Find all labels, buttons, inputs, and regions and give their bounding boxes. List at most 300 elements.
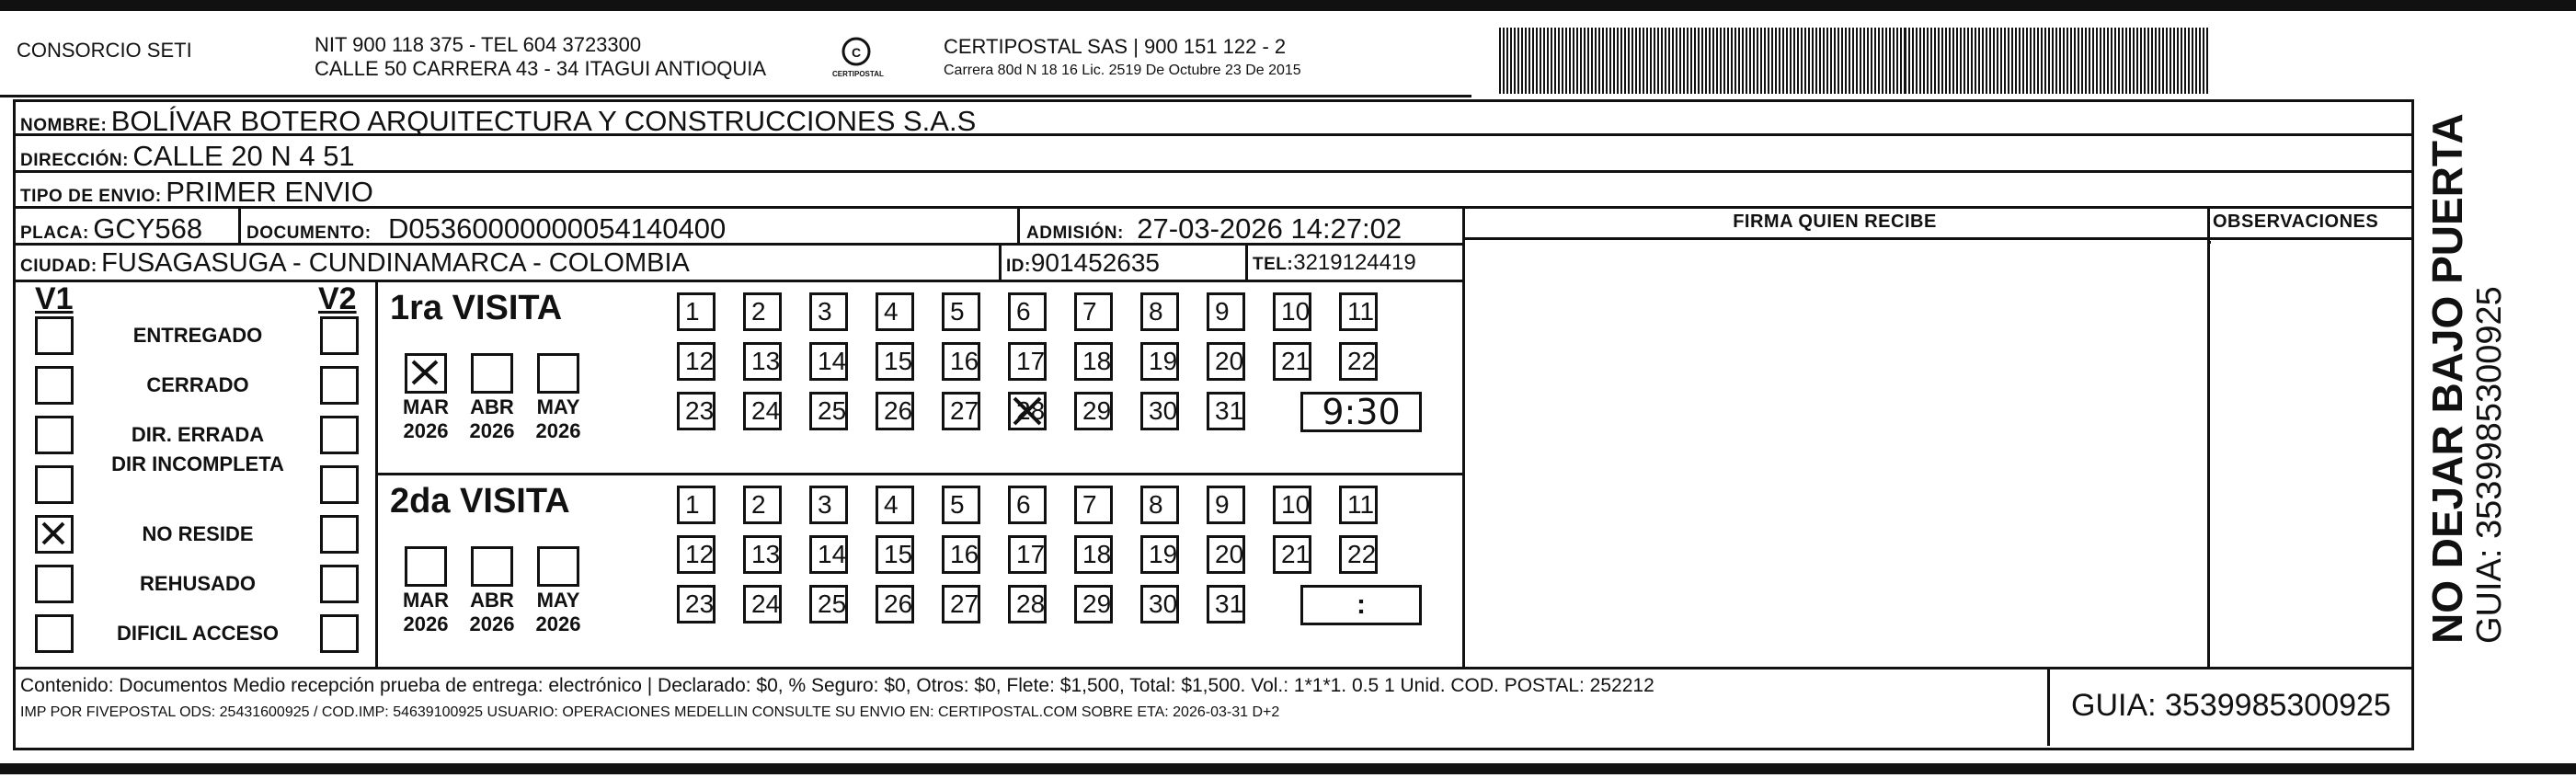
barcode-bar [2089, 28, 2090, 94]
status-v1-checkbox[interactable] [35, 366, 74, 405]
barcode-bar [1503, 28, 1505, 94]
tipo-value: PRIMER ENVIO [166, 176, 373, 208]
v1-label: V1 [35, 281, 74, 316]
day-box[interactable]: 13 [743, 342, 782, 381]
barcode-bar [1639, 28, 1641, 94]
footer-line2: IMP POR FIVEPOSTAL ODS: 25431600925 / COD.IMP: 54639100925 USUARIO: OPERACIONES MEDELLIN CONSULTE SU ENVIO EN: CERTIPOSTAL.COM SOBRE ETA: 2026-03-31 D+2 [20, 704, 1280, 720]
status-v1-checkbox[interactable] [35, 316, 74, 355]
barcode-bar [1896, 28, 1898, 94]
barcode-bar [1551, 28, 1552, 94]
day-box[interactable]: 17 [1008, 342, 1047, 381]
barcode-bar [2181, 28, 2182, 94]
status-v2-checkbox[interactable] [320, 565, 359, 603]
barcode-bar [2000, 28, 2002, 94]
barcode-bar [2114, 28, 2116, 94]
month-name: MAY [536, 395, 580, 418]
month-label [464, 589, 520, 636]
placa-value: GCY568 [93, 212, 203, 245]
barcode-bar [1709, 28, 1711, 94]
barcode-bar [2170, 28, 2171, 94]
day-box[interactable]: 9 [1207, 292, 1245, 331]
barcode-bar [1521, 28, 1523, 94]
status-v1-checkbox[interactable] [35, 614, 74, 653]
logo-text: CERTIPOSTAL [832, 70, 884, 78]
barcode-bar [1635, 28, 1637, 94]
barcode-bar [1716, 28, 1718, 94]
carrier-line1: CERTIPOSTAL SAS | 900 151 122 - 2 [944, 35, 1287, 58]
month-checkbox[interactable] [405, 353, 447, 394]
row-line [1462, 206, 2411, 209]
barcode-bar [2122, 28, 2124, 94]
barcode-bar [1819, 28, 1821, 94]
barcode-bar [1624, 28, 1626, 94]
day-box[interactable]: 1 [677, 486, 716, 524]
barcode-bar [1510, 28, 1512, 94]
day-box[interactable]: 5 [942, 486, 980, 524]
bottom-border-bar [0, 763, 2576, 774]
barcode-bar [1746, 28, 1747, 94]
barcode-bar [2074, 28, 2076, 94]
month-name: MAR [402, 395, 450, 418]
barcode-bar [1797, 28, 1799, 94]
barcode-bar [1956, 28, 1958, 94]
day-box[interactable]: 21 [1273, 342, 1311, 381]
barcode-bar [2184, 28, 2186, 94]
barcode-bar [2081, 28, 2083, 94]
day-box[interactable]: 2 [743, 292, 782, 331]
barcode-bar [1790, 28, 1792, 94]
day-box[interactable]: 26 [876, 392, 914, 430]
barcode-bar [1514, 28, 1516, 94]
day-box[interactable]: 29 [1074, 392, 1113, 430]
day-box[interactable]: 3 [809, 486, 848, 524]
day-box[interactable]: 27 [942, 392, 980, 430]
month-name: MAY [536, 589, 580, 612]
barcode-bar [1584, 28, 1586, 94]
day-box[interactable]: 28 [1008, 392, 1047, 430]
barcode-bar [1882, 28, 1883, 94]
barcode-bar [2085, 28, 2087, 94]
barcode-bar [1753, 28, 1755, 94]
day-box[interactable]: 19 [1140, 342, 1179, 381]
barcode-bar [1841, 28, 1843, 94]
barcode-bar [2166, 28, 2168, 94]
barcode-bar [1701, 28, 1703, 94]
day-box[interactable]: 29 [1074, 585, 1113, 624]
barcode-bar [2070, 28, 2072, 94]
day-box[interactable]: 16 [942, 535, 980, 574]
barcode-bar [1676, 28, 1677, 94]
barcode-bar [2144, 28, 2146, 94]
status-label: DIR. ERRADA [131, 423, 265, 446]
barcode-bar [2140, 28, 2142, 94]
documento-label: DOCUMENTO: [246, 223, 372, 243]
barcode-bar [1838, 28, 1839, 94]
barcode-bar [1712, 28, 1714, 94]
barcode-bar [1536, 28, 1538, 94]
day-box[interactable]: 12 [677, 342, 716, 381]
day-box[interactable]: 24 [743, 392, 782, 430]
barcode-bar [1871, 28, 1872, 94]
status-v2-checkbox[interactable] [320, 416, 359, 454]
firma-col-line [1462, 206, 1465, 668]
barcode-bar [1904, 28, 1906, 94]
barcode-bar [1565, 28, 1567, 94]
barcode-bar [1801, 28, 1803, 94]
barcode-bar [1587, 28, 1589, 94]
month-checkbox[interactable] [537, 353, 579, 394]
barcode-bar [1757, 28, 1758, 94]
barcode-bar [1823, 28, 1825, 94]
tel-label: TEL: [1253, 255, 1294, 274]
barcode [1499, 28, 2209, 94]
barcode-bar [1598, 28, 1600, 94]
barcode-bar [1967, 28, 1969, 94]
barcode-bar [1830, 28, 1832, 94]
day-box[interactable]: 20 [1207, 342, 1245, 381]
barcode-bar [1893, 28, 1895, 94]
barcode-bar [1628, 28, 1630, 94]
barcode-bar [1960, 28, 1962, 94]
day-box[interactable]: 14 [809, 342, 848, 381]
barcode-bar [1845, 28, 1847, 94]
day-box[interactable]: 7 [1074, 486, 1113, 524]
day-box[interactable]: 31 [1207, 585, 1245, 624]
barcode-bar [1919, 28, 1921, 94]
barcode-bar [1889, 28, 1891, 94]
barcode-bar [2136, 28, 2138, 94]
barcode-bar [1573, 28, 1574, 94]
barcode-bar [1975, 28, 1976, 94]
barcode-bar [1945, 28, 1947, 94]
day-box[interactable]: 24 [743, 585, 782, 624]
month-label [464, 395, 520, 443]
barcode-bar [1525, 28, 1527, 94]
barcode-bar [1997, 28, 1998, 94]
barcode-bar [2192, 28, 2193, 94]
obs-mark [2209, 241, 2211, 244]
barcode-bar [2048, 28, 2050, 94]
barcode-bar [1815, 28, 1817, 94]
barcode-bar [1694, 28, 1696, 94]
status-v2-checkbox[interactable] [320, 515, 359, 554]
carrier-line2: Carrera 80d N 18 16 Lic. 2519 De Octubre 23 De 2015 [944, 63, 1301, 78]
visit-title: 2da VISITA [390, 482, 570, 521]
day-box[interactable]: 28 [1008, 585, 1047, 624]
barcode-bar [2206, 28, 2208, 94]
day-box[interactable]: 9 [1207, 486, 1245, 524]
barcode-bar [1665, 28, 1666, 94]
status-v1-checkbox[interactable] [35, 565, 74, 603]
day-box[interactable]: 4 [876, 292, 914, 331]
barcode-bar [1885, 28, 1887, 94]
barcode-bar [1654, 28, 1655, 94]
day-box[interactable]: 19 [1140, 535, 1179, 574]
barcode-bar [1609, 28, 1611, 94]
barcode-bar [2162, 28, 2164, 94]
day-box[interactable]: 16 [942, 342, 980, 381]
barcode-bar [1723, 28, 1725, 94]
barcode-bar [1631, 28, 1633, 94]
barcode-bar [1808, 28, 1810, 94]
barcode-bar [1764, 28, 1766, 94]
barcode-bar [1852, 28, 1854, 94]
month-checkbox[interactable] [471, 546, 513, 587]
barcode-bar [2199, 28, 2201, 94]
status-label: CERRADO [146, 373, 249, 396]
day-box[interactable]: 25 [809, 392, 848, 430]
month-name: MAR [402, 589, 450, 612]
status-v1-checkbox[interactable] [35, 416, 74, 454]
barcode-bar [1782, 28, 1784, 94]
footer-guia-line [2047, 667, 2050, 746]
id-label: ID: [1006, 257, 1031, 276]
day-box[interactable]: 10 [1273, 486, 1311, 524]
row-line [13, 667, 2411, 669]
day-box[interactable]: 5 [942, 292, 980, 331]
barcode-bar [1528, 28, 1530, 94]
month-year: 2026 [535, 612, 581, 635]
row-line [1462, 237, 2411, 240]
month-year: 2026 [469, 419, 515, 442]
barcode-bar [1952, 28, 1954, 94]
barcode-bar [2096, 28, 2098, 94]
barcode-bar [2100, 28, 2101, 94]
visit-time-box[interactable]: : [1300, 585, 1422, 625]
nombre-label: NOMBRE: [20, 116, 108, 135]
placa-label: PLACA: [20, 223, 89, 243]
documento-value: D05360000000054140400 [388, 212, 727, 245]
day-box[interactable]: 18 [1074, 342, 1113, 381]
barcode-bar [1506, 28, 1508, 94]
barcode-bar [1927, 28, 1929, 94]
day-box[interactable]: 23 [677, 585, 716, 624]
barcode-bar [1742, 28, 1744, 94]
day-box[interactable]: 11 [1339, 486, 1378, 524]
barcode-bar [2044, 28, 2046, 94]
day-box[interactable]: 26 [876, 585, 914, 624]
side-warning: NO DEJAR BAJO PUERTA [2423, 113, 2471, 644]
day-box[interactable]: 8 [1140, 292, 1179, 331]
barcode-bar [2019, 28, 2021, 94]
barcode-bar [2033, 28, 2035, 94]
status-label: DIR INCOMPLETA [111, 452, 284, 475]
barcode-bar [1930, 28, 1932, 94]
barcode-bar [1679, 28, 1681, 94]
status-v2-checkbox[interactable] [320, 614, 359, 653]
company-name: CONSORCIO SETI [17, 39, 192, 62]
barcode-bar [1793, 28, 1795, 94]
id-value: 901452635 [1030, 248, 1160, 277]
day-box[interactable]: 12 [677, 535, 716, 574]
barcode-bar [2008, 28, 2009, 94]
barcode-bar [2107, 28, 2109, 94]
barcode-bar [1908, 28, 1910, 94]
day-box[interactable]: 14 [809, 535, 848, 574]
day-box[interactable]: 23 [677, 392, 716, 430]
barcode-bar [1620, 28, 1622, 94]
barcode-bar [1576, 28, 1578, 94]
month-label [531, 395, 586, 443]
barcode-bar [1863, 28, 1865, 94]
barcode-bar [2155, 28, 2157, 94]
day-box[interactable]: 2 [743, 486, 782, 524]
visit-title: 1ra VISITA [390, 289, 563, 327]
day-box[interactable]: 7 [1074, 292, 1113, 331]
month-checkbox[interactable] [537, 546, 579, 587]
barcode-bar [2078, 28, 2079, 94]
month-name: ABR [470, 395, 514, 418]
barcode-bar [1532, 28, 1534, 94]
month-label [398, 395, 453, 443]
status-v2-checkbox[interactable] [320, 366, 359, 405]
barcode-bar [1569, 28, 1571, 94]
month-checkbox[interactable] [405, 546, 447, 587]
barcode-bar [1938, 28, 1940, 94]
day-box[interactable]: 15 [876, 535, 914, 574]
month-year: 2026 [403, 612, 449, 635]
day-box[interactable]: 27 [942, 585, 980, 624]
status-label: NO RESIDE [142, 522, 254, 545]
day-box[interactable]: 31 [1207, 392, 1245, 430]
day-box[interactable]: 22 [1339, 342, 1378, 381]
barcode-bar [1804, 28, 1806, 94]
barcode-bar [1657, 28, 1659, 94]
barcode-bar [1738, 28, 1740, 94]
barcode-bar [2111, 28, 2112, 94]
barcode-bar [2004, 28, 2006, 94]
day-box[interactable]: 18 [1074, 535, 1113, 574]
barcode-bar [1978, 28, 1980, 94]
barcode-bar [1650, 28, 1652, 94]
day-box[interactable]: 21 [1273, 535, 1311, 574]
barcode-bar [1683, 28, 1685, 94]
firma-header: FIRMA QUIEN RECIBE [1733, 212, 1937, 232]
footer-line1: Contenido: Documentos Medio recepción prueba de entrega: electrónico | Declarado: $0, % Seguro: $0, Otros: $0, Flete: $1,500, Total: $1,500. Vol.: 1*1*1. 0.5 1 Unid. COD. POSTAL: 252212 [20, 675, 1654, 696]
barcode-bar [2195, 28, 2197, 94]
barcode-bar [1878, 28, 1880, 94]
day-box[interactable]: 6 [1008, 292, 1047, 331]
admision-label: ADMISIÓN: [1026, 223, 1124, 243]
barcode-bar [1982, 28, 1984, 94]
barcode-bar [1989, 28, 1991, 94]
month-label [398, 589, 453, 636]
barcode-bar [1698, 28, 1700, 94]
barcode-bar [2030, 28, 2032, 94]
status-v1-checkbox[interactable] [35, 465, 74, 504]
day-box[interactable]: 30 [1140, 392, 1179, 430]
day-box[interactable]: 25 [809, 585, 848, 624]
day-box[interactable]: 15 [876, 342, 914, 381]
barcode-bar [1775, 28, 1777, 94]
admision-value: 27-03-2026 14:27:02 [1137, 212, 1402, 245]
barcode-bar [1672, 28, 1674, 94]
barcode-bar [1643, 28, 1644, 94]
barcode-bar [2173, 28, 2175, 94]
day-box[interactable]: 20 [1207, 535, 1245, 574]
day-box[interactable]: 8 [1140, 486, 1179, 524]
barcode-bar [1986, 28, 1987, 94]
month-label [531, 589, 586, 636]
barcode-bar [1916, 28, 1918, 94]
month-checkbox[interactable] [471, 353, 513, 394]
barcode-bar [2177, 28, 2179, 94]
barcode-bar [1690, 28, 1692, 94]
barcode-bar [1499, 28, 1501, 94]
day-box[interactable]: 4 [876, 486, 914, 524]
month-name: ABR [470, 589, 514, 612]
barcode-bar [2125, 28, 2127, 94]
barcode-bar [1591, 28, 1593, 94]
barcode-bar [1874, 28, 1876, 94]
barcode-bar [1547, 28, 1549, 94]
day-box[interactable]: 22 [1339, 535, 1378, 574]
barcode-bar [1949, 28, 1951, 94]
side-guia: GUIA: 3539985300925 [2470, 286, 2509, 644]
barcode-bar [2041, 28, 2043, 94]
barcode-bar [1720, 28, 1722, 94]
barcode-bar [1731, 28, 1733, 94]
ciudad-id-line [999, 243, 1002, 280]
barcode-bar [1849, 28, 1850, 94]
barcode-bar [2055, 28, 2057, 94]
barcode-bar [1517, 28, 1519, 94]
barcode-bar [2092, 28, 2094, 94]
nombre-value: BOLÍVAR BOTERO ARQUITECTURA Y CONSTRUCCIONES S.A.S [110, 105, 977, 137]
barcode-bar [1934, 28, 1936, 94]
barcode-bar [1786, 28, 1788, 94]
tipo-label: TIPO DE ENVIO: [20, 187, 162, 206]
barcode-bar [1543, 28, 1545, 94]
barcode-bar [1812, 28, 1814, 94]
barcode-bar [1856, 28, 1858, 94]
id-tel-line [1245, 243, 1248, 280]
visit-time-box[interactable]: 9:30 [1300, 392, 1422, 432]
month-year: 2026 [469, 612, 515, 635]
barcode-bar [1617, 28, 1619, 94]
side-text [2424, 113, 2509, 644]
day-box[interactable]: 13 [743, 535, 782, 574]
barcode-bar [2022, 28, 2024, 94]
barcode-bar [2026, 28, 2028, 94]
svg-text:C: C [851, 45, 862, 60]
barcode-bar [1923, 28, 1925, 94]
barcode-bar [1749, 28, 1751, 94]
v2-label: V2 [318, 281, 357, 316]
day-box[interactable]: 30 [1140, 585, 1179, 624]
status-v2-checkbox[interactable] [320, 316, 359, 355]
day-box[interactable]: 6 [1008, 486, 1047, 524]
barcode-bar [1595, 28, 1597, 94]
status-label: ENTREGADO [132, 324, 263, 347]
barcode-bar [2103, 28, 2105, 94]
barcode-bar [1602, 28, 1604, 94]
barcode-bar [1941, 28, 1943, 94]
day-box[interactable]: 17 [1008, 535, 1047, 574]
day-box[interactable]: 11 [1339, 292, 1378, 331]
barcode-bar [1860, 28, 1861, 94]
status-v1-checkbox[interactable] [35, 515, 74, 554]
day-box[interactable]: 3 [809, 292, 848, 331]
day-box[interactable]: 10 [1273, 292, 1311, 331]
barcode-bar [1580, 28, 1582, 94]
barcode-bar [2037, 28, 2039, 94]
status-label: DIFICIL ACCESO [116, 622, 279, 645]
status-v2-checkbox[interactable] [320, 465, 359, 504]
observaciones-header: OBSERVACIONES [2213, 212, 2379, 232]
barcode-bar [1779, 28, 1780, 94]
day-box[interactable]: 1 [677, 292, 716, 331]
